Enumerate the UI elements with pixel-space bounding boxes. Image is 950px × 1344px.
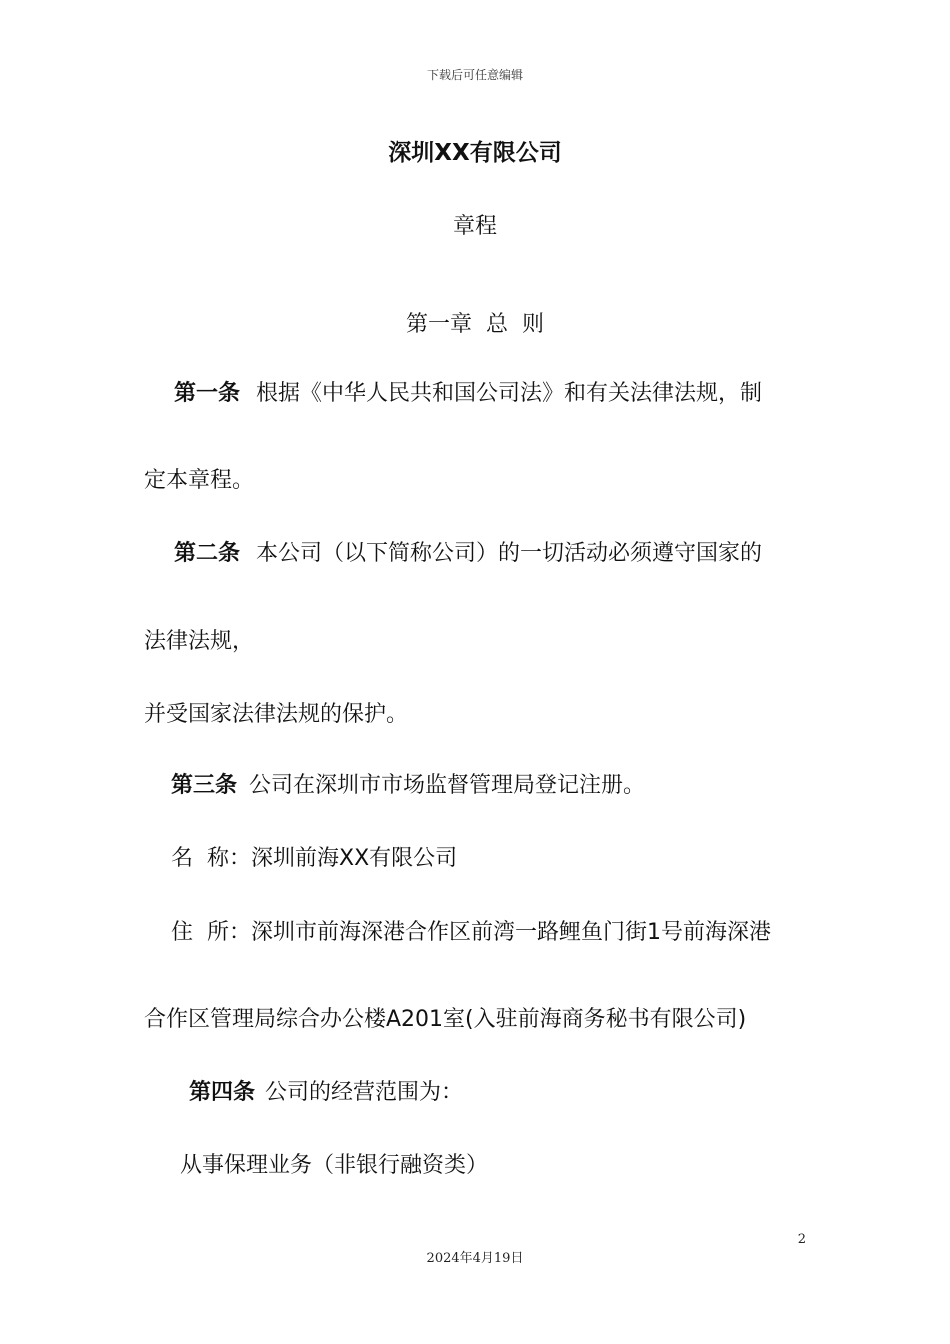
header-note: 下载后可任意编辑 — [426, 68, 523, 82]
article-3-label: 第三条 — [171, 773, 238, 798]
chapter-name-part2: 则 — [522, 312, 545, 337]
company-address-line-1 — [171, 918, 771, 948]
article-4-text: 公司的经营范围为： — [265, 1080, 464, 1105]
article-1-label: 第一条 — [174, 381, 241, 406]
article-1-line-1 — [174, 379, 762, 409]
company-address-label: 住 所： — [171, 920, 251, 945]
article-4-label: 第四条 — [189, 1080, 256, 1105]
article-2-label: 第二条 — [174, 541, 241, 566]
article-2-line-3: 并受国家法律法规的保护。 — [144, 702, 409, 727]
chapter-number: 第一章 — [405, 312, 472, 337]
article-1-text: 根据《中华人民共和国公司法》和有关法律法规，制 — [256, 381, 763, 406]
company-address-value-1: 深圳市前海深港合作区前湾一路鲤鱼门街1号前海深港 — [251, 920, 771, 945]
page-number: 2 — [797, 1232, 806, 1247]
business-scope-line: 从事保理业务（非银行融资类） — [180, 1153, 489, 1178]
company-name-line — [171, 844, 457, 874]
company-name-value: 深圳前海XX有限公司 — [251, 846, 458, 871]
chapter-name-part1: 总 — [485, 312, 508, 337]
company-address-line-2: 合作区管理局综合办公楼A201室(入驻前海商务秘书有限公司) — [144, 1007, 747, 1032]
document-title: 深圳XX有限公司 — [388, 140, 562, 166]
company-name-label: 名 称： — [171, 846, 251, 871]
document-subtitle: 章程 — [452, 214, 497, 239]
article-1-line-2: 定本章程。 — [144, 468, 255, 493]
article-4-line-1 — [189, 1078, 463, 1108]
footer-date: 2024年4月19日 — [426, 1251, 524, 1266]
article-2-line-2: 法律法规， — [144, 629, 255, 654]
article-3-text: 公司在深圳市市场监督管理局登记注册。 — [249, 773, 646, 798]
article-2-line-1 — [174, 539, 762, 569]
chapter-heading — [0, 307, 950, 338]
article-2-text: 本公司（以下简称公司）的一切活动必须遵守国家的 — [256, 541, 763, 566]
article-3-line-1 — [171, 771, 645, 801]
